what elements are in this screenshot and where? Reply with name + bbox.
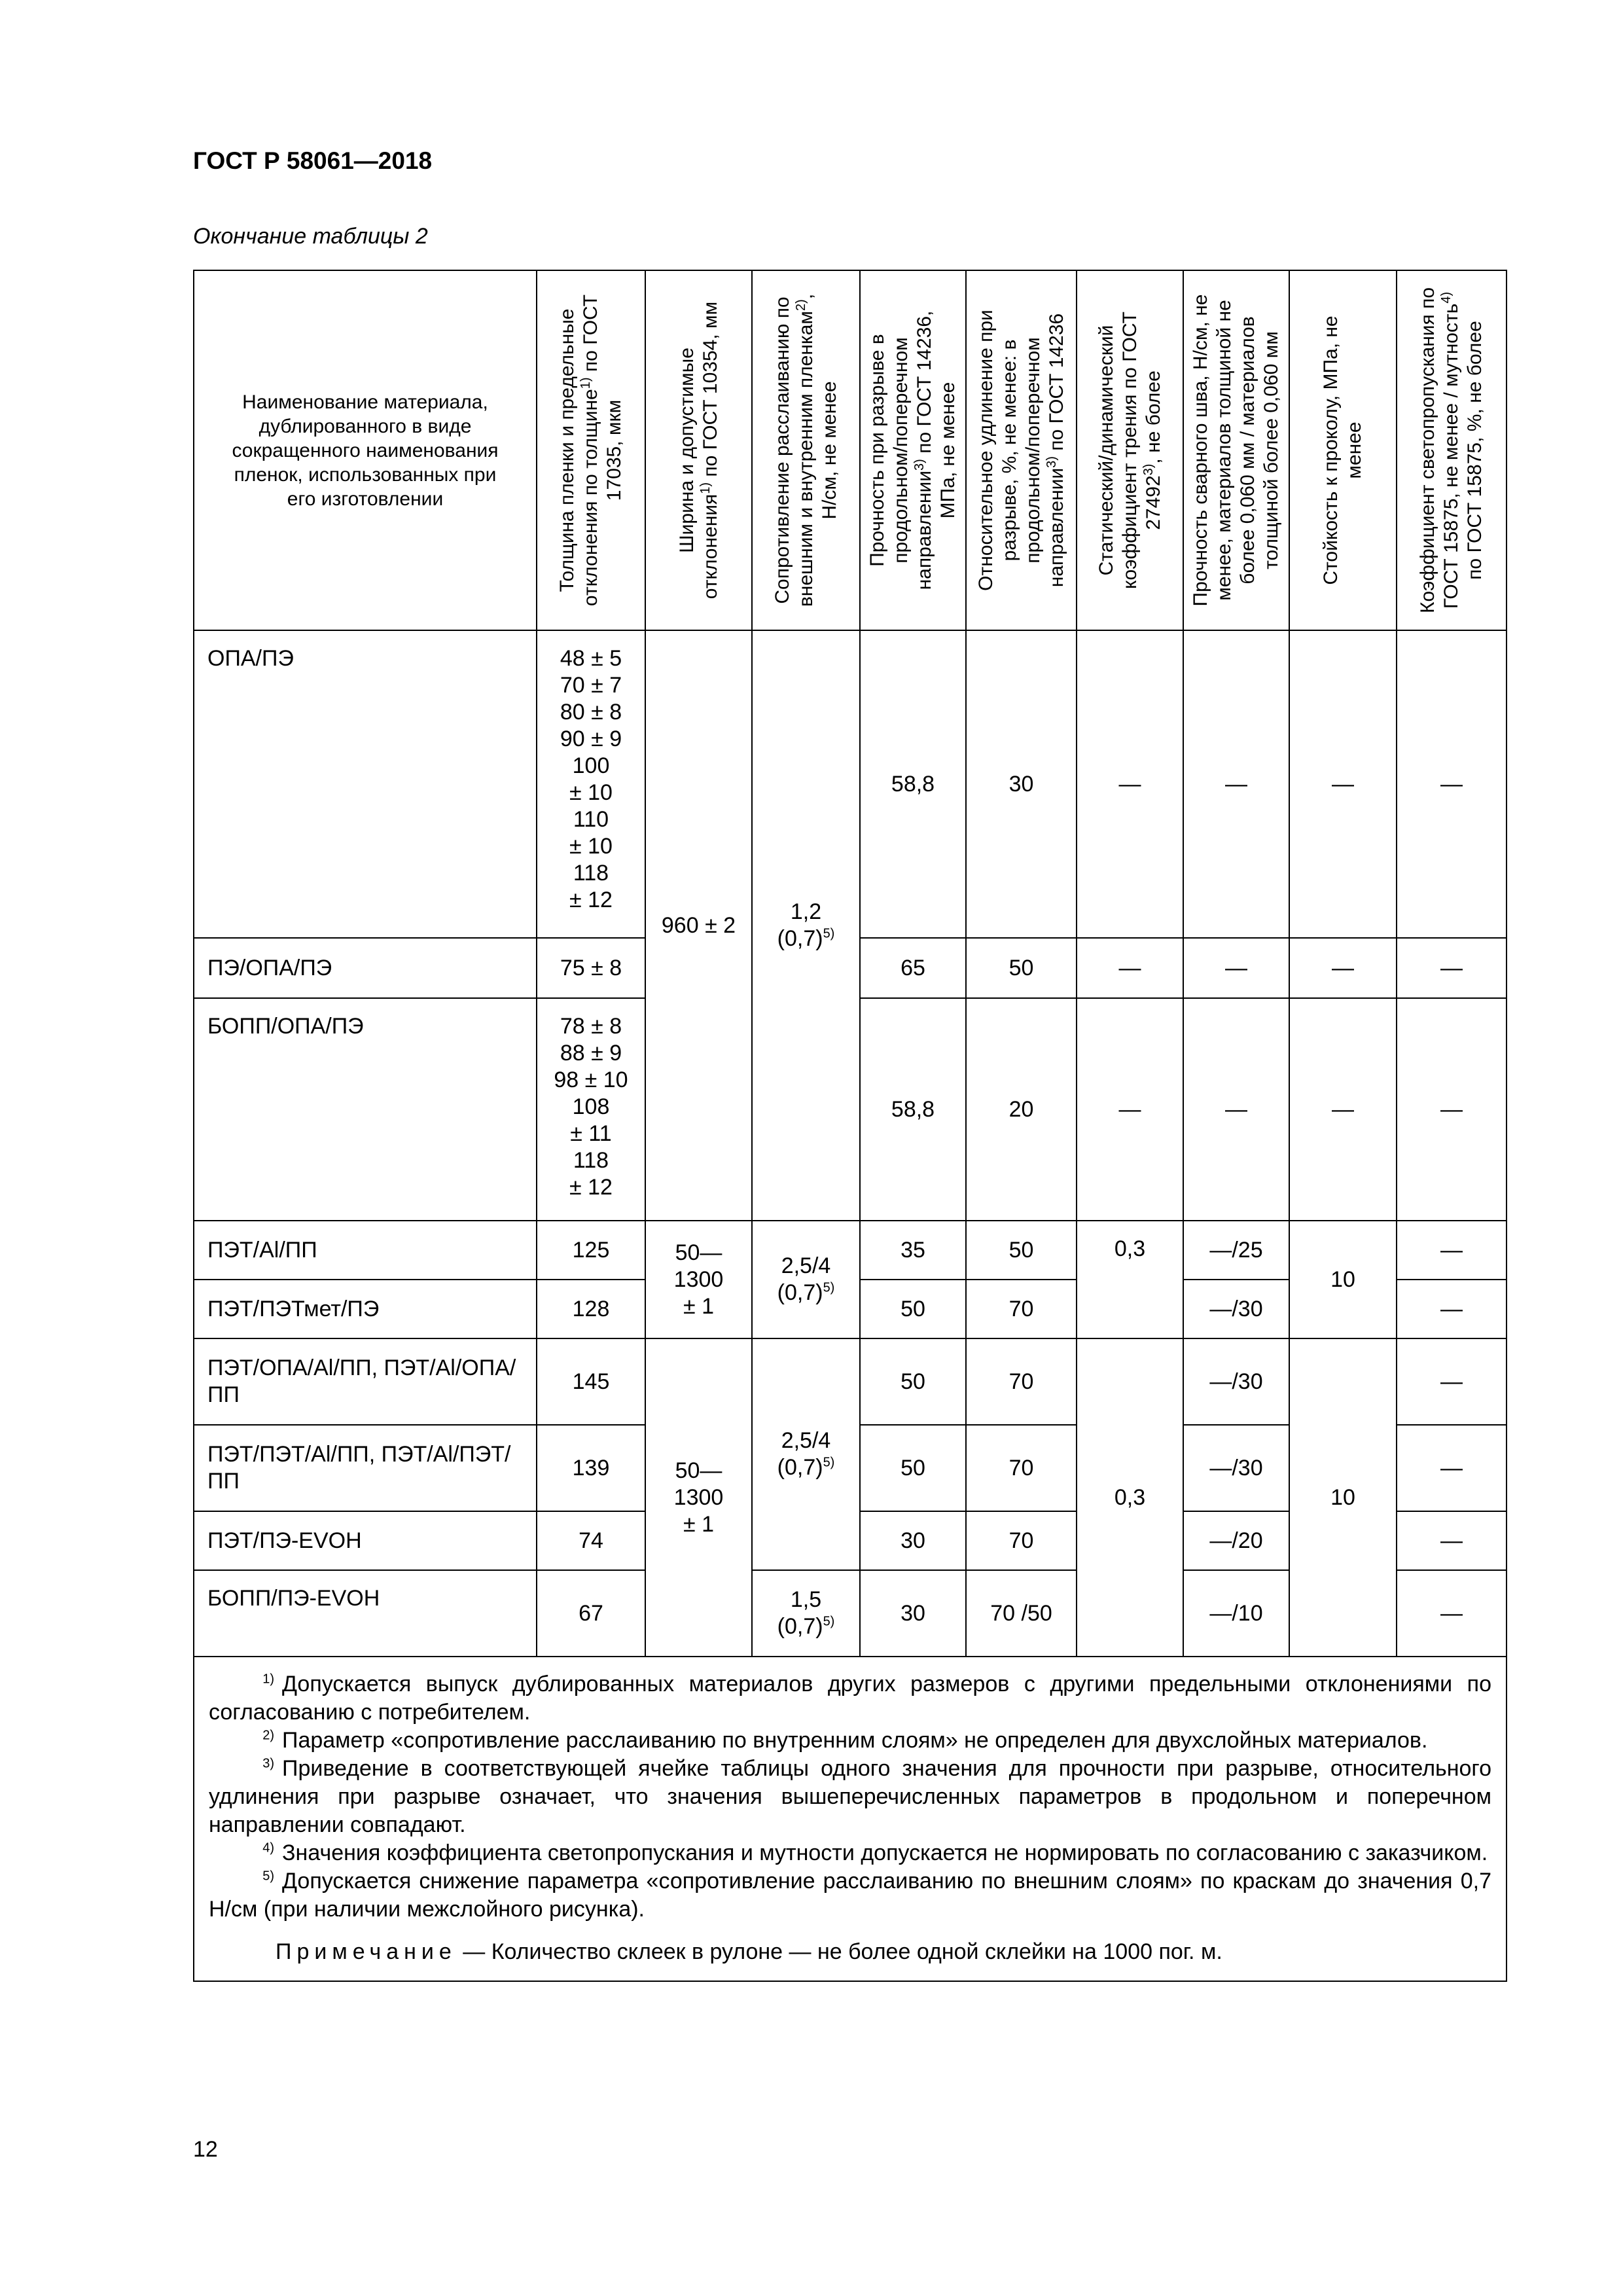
header-width: Ширина и допустимые отклонения$^{1)}$ по ГОСТ 10354, мм <box>645 270 752 630</box>
strength-cell: 50 <box>860 1338 966 1425</box>
light-cell: — <box>1397 1425 1507 1511</box>
footnote-1: $^{1)}$ Допускается выпуск дублированных материалов других размеров с другими предельными отклонениями по согласованию с потребителем. <box>209 1672 1491 1725</box>
elongation-cell: 70 <box>966 1338 1077 1425</box>
friction-cell: — <box>1077 630 1183 938</box>
material-name: ОПА/ПЭ <box>194 630 537 938</box>
material-name: БОПП/ПЭ-EVOH <box>194 1570 537 1657</box>
thickness-cell: 48 ± 5 70 ± 7 80 ± 8 90 ± 9 100 ± 10 110 ± 10 118 ± 12 <box>537 630 645 938</box>
light-cell: — <box>1397 630 1507 938</box>
header-friction: Статический/динамический коэффициент трения по ГОСТ 27492$^{3)}$, не более <box>1077 270 1183 630</box>
elongation-cell: 50 <box>966 938 1077 998</box>
strength-cell: 65 <box>860 938 966 998</box>
thickness-cell: 128 <box>537 1280 645 1338</box>
light-cell: — <box>1397 1280 1507 1338</box>
elongation-cell: 50 <box>966 1221 1077 1280</box>
strength-cell: 58,8 <box>860 630 966 938</box>
header-thickness: Толщина пленки и предельные отклонения по толщине$^{1)}$ по ГОСТ 17035, мкм <box>537 270 645 630</box>
puncture-cell: 10 <box>1289 1338 1397 1657</box>
footnotes <box>194 1657 1507 1981</box>
material-name: ПЭ/ОПА/ПЭ <box>194 938 537 998</box>
thickness-cell: 75 ± 8 <box>537 938 645 998</box>
weld-cell: —/30 <box>1183 1425 1289 1511</box>
table-caption: Окончание таблицы 2 <box>193 224 428 249</box>
puncture-cell: — <box>1289 998 1397 1221</box>
weld-cell: — <box>1183 938 1289 998</box>
table-note: Примечание — Количество склеек в рулоне — не более одной склейки на 1000 пог. м. <box>276 1939 1222 1964</box>
elongation-cell: 70 <box>966 1280 1077 1338</box>
table-row <box>194 1221 1507 1280</box>
elongation-cell: 70 /50 <box>966 1570 1077 1657</box>
delamination-cell: 1,5 $(0,7)^{5)}$ <box>752 1570 860 1657</box>
width-cell: 50— 1300 ± 1 <box>645 1338 752 1657</box>
weld-cell: —/30 <box>1183 1280 1289 1338</box>
thickness-cell: 125 <box>537 1221 645 1280</box>
header-elongation: Относительное удлинение при разрыве, %, не менее: в продольном/поперечном направлении$^{3)}$ по ГОСТ 14236 <box>966 270 1077 630</box>
specs-table <box>193 270 1507 1982</box>
footnotes-row <box>194 1657 1507 1981</box>
material-name: ПЭТ/ПЭ-EVOH <box>194 1511 537 1570</box>
puncture-cell: 10 <box>1289 1221 1397 1338</box>
friction-cell: 0,3 <box>1077 1338 1183 1657</box>
thickness-cell: 139 <box>537 1425 645 1511</box>
strength-cell: 30 <box>860 1570 966 1657</box>
friction-cell: 0,3 <box>1077 1221 1183 1338</box>
strength-cell: 50 <box>860 1425 966 1511</box>
weld-cell: —/30 <box>1183 1338 1289 1425</box>
weld-cell: —/25 <box>1183 1221 1289 1280</box>
weld-cell: — <box>1183 998 1289 1221</box>
footnote-4: $^{4)}$ Значения коэффициента светопропускания и мутности допускается не нормировать по согласованию с заказчиком. <box>262 1840 1488 1865</box>
header-puncture: Стойкость к проколу, МПа, не менее <box>1289 270 1397 630</box>
material-name: БОПП/ОПА/ПЭ <box>194 998 537 1221</box>
strength-cell: 35 <box>860 1221 966 1280</box>
thickness-cell: 78 ± 8 88 ± 9 98 ± 10 108 ± 11 118 ± 12 <box>537 998 645 1221</box>
table-row <box>194 630 1507 938</box>
elongation-cell: 70 <box>966 1511 1077 1570</box>
weld-cell: —/20 <box>1183 1511 1289 1570</box>
light-cell: — <box>1397 1221 1507 1280</box>
delamination-cell: 2,5/4 $(0,7)^{5)}$ <box>752 1338 860 1570</box>
friction-cell: — <box>1077 998 1183 1221</box>
light-cell: — <box>1397 1338 1507 1425</box>
puncture-cell: — <box>1289 938 1397 998</box>
light-cell: — <box>1397 1570 1507 1657</box>
strength-cell: 58,8 <box>860 998 966 1221</box>
light-cell: — <box>1397 1511 1507 1570</box>
header-light: Коэффициент светопропускания по ГОСТ 15875, не менее / мутность$^{4)}$ по ГОСТ 15875, %, не более <box>1397 270 1507 630</box>
thickness-cell: 67 <box>537 1570 645 1657</box>
light-cell: — <box>1397 998 1507 1221</box>
strength-cell: 30 <box>860 1511 966 1570</box>
friction-cell: — <box>1077 938 1183 998</box>
header-strength: Прочность при разрыве в продольном/поперечном направлении$^{3)}$ по ГОСТ 14236, МПа, не менее <box>860 270 966 630</box>
delamination-cell: 2,5/4 $(0,7)^{5)}$ <box>752 1221 860 1338</box>
elongation-cell: 70 <box>966 1425 1077 1511</box>
material-name: ПЭТ/ПЭТ/Al/ПП, ПЭТ/Al/ПЭТ/ПП <box>194 1425 537 1511</box>
width-cell: 50— 1300 ± 1 <box>645 1221 752 1338</box>
material-name: ПЭТ/ОПА/Al/ПП, ПЭТ/Al/ОПА/ПП <box>194 1338 537 1425</box>
header-delamination: Сопротивление расслаиванию по внешним и внутренним пленкам$^{2)}$, Н/см, не менее <box>752 270 860 630</box>
document-title: ГОСТ Р 58061—2018 <box>193 147 433 174</box>
delamination-cell: 1,2 $(0,7)^{5)}$ <box>752 630 860 1221</box>
footnote-2: $^{2)}$ Параметр «сопротивление расслаиванию по внутренним слоям» не определен для двухслойных материалов. <box>262 1728 1428 1753</box>
light-cell: — <box>1397 938 1507 998</box>
elongation-cell: 30 <box>966 630 1077 938</box>
thickness-cell: 74 <box>537 1511 645 1570</box>
thickness-cell: 145 <box>537 1338 645 1425</box>
strength-cell: 50 <box>860 1280 966 1338</box>
weld-cell: — <box>1183 630 1289 938</box>
page-number: 12 <box>193 2137 218 2162</box>
header-weld: Прочность сварного шва, Н/см, не менее, материалов толщиной не более 0,060 мм / материалов толщиной более 0,060 мм <box>1183 270 1289 630</box>
footnote-5: $^{5)}$ Допускается снижение параметра «сопротивление расслаиванию по внешним слоям» по краскам до значения 0,7 Н/см (при наличии межслойного рисунка). <box>209 1869 1491 1922</box>
elongation-cell: 20 <box>966 998 1077 1221</box>
header-name: Наименование материала, дублированного в виде сокращенного наименования пленок, использованных при его изготовлении <box>194 270 537 630</box>
puncture-cell: — <box>1289 630 1397 938</box>
header-row <box>194 270 1507 630</box>
footnote-3: $^{3)}$ Приведение в соответствующей ячейке таблицы одного значения для прочности при разрыве, относительного удлинения при разрыве означает, что значения вышеперечисленных параметров в продольном и поперечном направлении совпадают. <box>209 1756 1491 1837</box>
material-name: ПЭТ/Al/ПП <box>194 1221 537 1280</box>
material-name: ПЭТ/ПЭТмет/ПЭ <box>194 1280 537 1338</box>
weld-cell: —/10 <box>1183 1570 1289 1657</box>
table-row <box>194 1338 1507 1425</box>
width-cell: 960 ± 2 <box>645 630 752 1221</box>
